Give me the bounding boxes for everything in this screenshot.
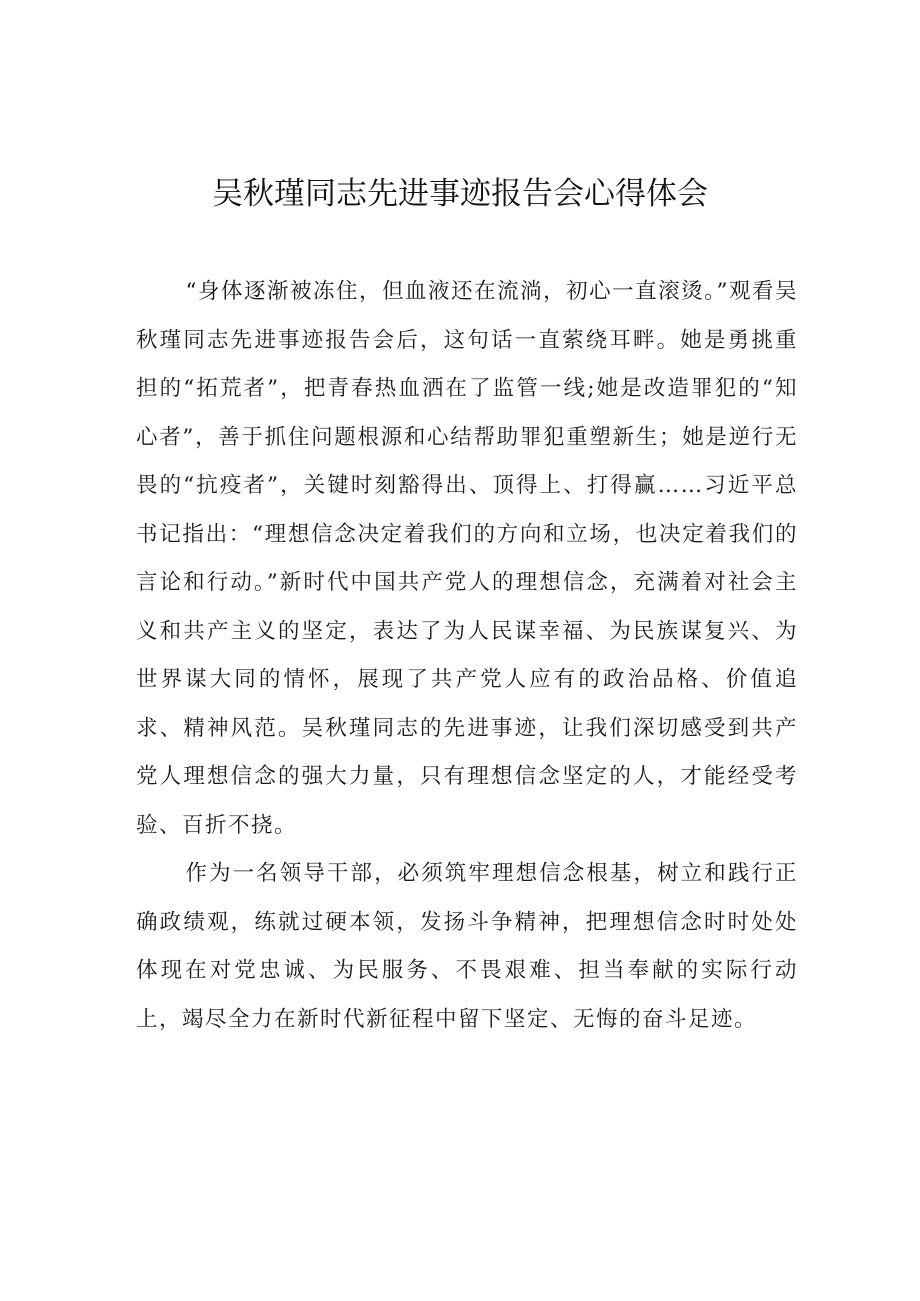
paragraph-2: 作为一名领导干部，必须筑牢理想信念根基，树立和践行正确政绩观，练就过硬本领，发扬斗争精神，把理想信念时时处处体现在对党忠诚、为民服务、不畏艰难、担当奉献的实际行动上，竭尽全力在新时代新征程中留下坚定、无悔的奋斗足迹。 <box>136 861 798 1032</box>
document-body <box>136 268 798 1044</box>
paragraph-1: “身体逐渐被冻住，但血液还在流淌，初心一直滚烫。”观看吴秋瑾同志先进事迹报告会后，这句话一直萦绕耳畔。她是勇挑重担的“拓荒者”，把青春热血洒在了监管一线;她是改造罪犯的“知心者”，善于抓住问题根源和心结帮助罪犯重塑新生；她是逆行无畏的“抗疫者”，关键时刻豁得出、顶得上、打得赢……习近平总书记指出：“理想信念决定着我们的方向和立场，也决定着我们的言论和行动。”新时代中国共产党人的理想信念，充满着对社会主义和共产主义的坚定，表达了为人民谋幸福、为民族谋复兴、为世界谋大同的情怀，展现了共产党人应有的政治品格、价值追求、精神风范。吴秋瑾同志的先进事迹，让我们深切感受到共产党人理想信念的强大力量，只有理想信念坚定的人，才能经受考验、百折不挠。 <box>136 279 798 838</box>
document-title: 吴秋瑾同志先进事迹报告会心得体会 <box>212 176 708 212</box>
